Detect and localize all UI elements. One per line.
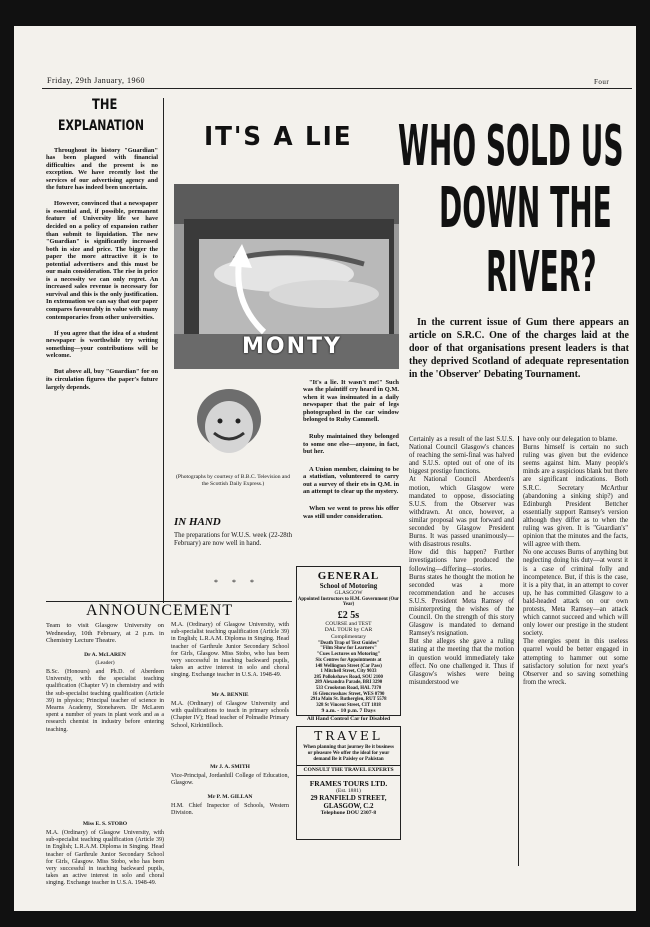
general-ad-sub3: Appointed Instructors to H.M. Government (Our Year) — [297, 596, 400, 608]
announcement-name: Dr A. McLAREN — [84, 652, 126, 658]
travel-ad-title: TRAVEL — [314, 729, 383, 743]
river-column-1: Certainly as a result of the last S.U.S. National Council Glasgow's chances of reaching the semi-final was halved and S.U.S. opted out of one of its biggest prestige functions. At National Council Aberdeen's motion, which Glasgow were mandated to oppose, dissociating S.U.S. from the Observer was withdrawn. At once, however, a similar proposal was put forward and seconded by Glasgow President Burns. It was passed unanimously—with disastrous results. How did this happen? Further investigations have produced the following—differing—stories. Burns states he thought the motion he seconded was a more recommendation and he accuses S.U.S. President Meta Ramsey of misinterpreting the wishes of the Council. On the strength of this story Glasgow is mandated to demand Ramsey's resignation. But she alleges she gave a ruling stating at the meeting that the motion in question would immediately take effect. No one challenged it. Thus if Glasgow's wishes were being misunderstood we — [409, 436, 514, 686]
announcement-bio: B.Sc. (Honours) and Ph.D. of Aberdeen University, with the specialist teaching qualification (Chapter V) in chemistry and with the sub-specialist teaching qualification (Article 39) in physics; Principal teacher of science in Mearns Academy, Stonehaven. Dr McLaren spent a number of years in plant work and as a research chemist in industry before entering teaching. — [46, 669, 164, 733]
travel-ad-body: When planning that journey Be it business or pleasure We offer the ideal for your demand Be it Paisley or Pakistan — [303, 745, 394, 762]
general-ad-course2: DAL TOUR by CAR — [324, 627, 373, 634]
general-ad-free: Complimentary — [330, 633, 367, 640]
general-ad-offices: Six Centres for Appointments at 148 Wellington Street (Car Pass) 1 Mitchell Street, City 9033 285 Pollokshaws Road, SOU 2100 289 Alexandra Parade, BRI 3290 533 Crookston Road, HAL 7370 16 Glencrosshaw Street, WES 0790 291a Main St. Rutherglen, RUT 5578 328 St Vincent Street, CIT 1818 — [310, 657, 387, 708]
column-rule — [518, 436, 519, 866]
car-photo — [174, 184, 399, 369]
explanation-para: But above all, buy "Guardian" for on its circulation figures the paper's future largely depends. — [46, 368, 158, 391]
lie-para: A Union member, claiming to be a statistian, volunteered to carry out a survey of their ets in Q.M. in an attempt to clear up the mystery. — [303, 465, 399, 496]
lie-para: "It's a lie. It wasn't me!" Such was the plaintiff cry heard in Q.M. when it was insinuated in a daily newspaper that the pair of legs photographed in the car window belonged to Ruby Cammell. — [303, 378, 399, 424]
column-rule — [163, 98, 164, 603]
newspaper-page — [14, 26, 636, 911]
explanation-para: Throughout its history "Guardian" has been plagued with financial difficulties and the present is no exception. We have recently lost the services of our advertising agency and the future has indeed been uncertain. — [46, 146, 158, 192]
explanation-title-line1: THE — [92, 97, 118, 113]
lie-headline: IT'S A LIE — [204, 122, 353, 152]
general-ad-sub2: GLASGOW — [334, 590, 363, 596]
explanation-para: If you agree that the idea of a student newspaper is worthwhile try writing something—your contributions will be welcome. — [46, 329, 158, 360]
photo-caption: (Photographs by courtesy of B.B.C. Television and the Scottish Daily Express.) — [175, 474, 290, 487]
announcement-bio: M.A. (Ordinary) of Glasgow University, with sub-specialist teaching qualification (Article 39) in English; L.R.A.M. Diploma in Singing. Head teacher of Garthrule Junior Secondary School for Girls, Glasgow. Miss Stobo, who has been very successful in teaching backward pupils, takes an active interest in solo and choral singing. Exchange teacher in U.S.A. 1948-49. — [46, 830, 164, 887]
announcement-name: Mr J. A. SMITH — [210, 764, 250, 770]
general-ad-price: £2 5s — [337, 609, 360, 621]
issue-date: Friday, 29th January, 1960 — [47, 76, 145, 85]
general-ad-title: GENERAL — [317, 570, 380, 582]
lie-para: Ruby maintained they belonged to some one else—anyone, in fact, but her. — [303, 433, 399, 456]
river-lead: In the current issue of Gum there appears an article on S.R.C. One of the charges laid at the door of that organisations present leaders is that they deprived Scotland of adequate representation in the 'Observer' Debating Tournament. — [409, 317, 629, 380]
general-ad-sub1: School of Motoring — [319, 582, 378, 590]
announcement-role: (Leader) — [95, 660, 115, 666]
inhand-title: IN HAND — [174, 516, 221, 528]
announcement-name: Mr A. BENNIE — [211, 692, 249, 698]
announcement-name: Mr P. M. GILLAN — [207, 794, 253, 800]
portrait-art — [174, 371, 274, 471]
explanation-para: However, convinced that a newspaper is essential and, if possible, permanent feature of University life we have decided on a policy of expansion rather than submit to liquidation. The new "Guardian" is significantly increased both in size and price. The bigger the paper the more attractive it is to potential advertisers and this must be our main consideration. The rise in price is a necessity we can only regret. An increased sales revenue is necessary for survival and this is the only justification. In extenuation we can say that our paper compares favourably in value with many contemporaries from other universities. — [46, 200, 158, 321]
lie-para: When we went to press his offer was still under consideration. — [303, 505, 399, 520]
general-ad-course1: COURSE and TEST — [325, 620, 372, 627]
general-ad-footer: All Hand Control Car for Disabled — [297, 715, 400, 723]
travel-ad-tel: Telephone DOU 2307-8 — [320, 810, 377, 817]
travel-ad-addr2: GLASGOW, C.2 — [323, 802, 374, 811]
announcement-bio: H.M. Chief Inspector of Schools, Western Division. — [171, 803, 289, 817]
travel-ad — [296, 726, 401, 840]
river-column-2: have only our delegation to blame. Burns himself is certain no such ruling was given but the evidence seems against him. Many people's minds are a suspicious blank but there are significant indications. Both S.R.C. Secretary McArthur (abandoning a sinking ship?) and Edinburgh President Bettcher essentially support Ramsey's version although they differ as to when the ruling was given. It is "Guardian's" opinion that the minutes and the facts, will agree with them. No one accuses Burns of anything but neglecting doing his duty—at worst it is a case of criminal folly and incompetence. But, if this is the case, it is a pity that, in an attempt to cover up, he has committed Glasgow to a bald-headed attack on our own protests, Meta Ramsey—an attack which cannot succeed and which will only lower our prestige in the student society. The energies spent in this useless quarrel would be better engaged in attempting to hammer out some satisfactory solution for next year's Observer and so saving something from the wreck. — [523, 436, 628, 686]
travel-ad-est: (Est. 1881) — [336, 787, 361, 794]
river-headline-line3: RIVER? — [486, 240, 597, 305]
announcement-intro: Team to visit Glasgow University on Wednesday, 10th February, at 2 p.m. in Chemistry Lecture Theatre. — [46, 622, 164, 645]
announcement-bio: Vice-Principal, Jordanhill College of Education, Glasgow. — [171, 773, 289, 787]
travel-ad-consult: CONSULT THE TRAVEL EXPERTS — [297, 765, 400, 776]
explanation-body — [46, 139, 158, 604]
announcement-bio-cont: M.A. (Ordinary) of Glasgow University, with sub-specialist teaching qualification (Article 39) in English; L.R.A.M. Diploma in Singing. Head teacher of Garthrule Junior Secondary School for Girls, Glasgow. Miss Stobo, who has been very successful in teaching backward pupils, takes an active interest in solo and choral singing. Exchange teacher in U.S.A. 1948-49. — [171, 622, 289, 679]
announcement-bio: M.A. (Ordinary) of Glasgow University and with qualifications to teach in primary schools (Chapter IV); Head teacher of Polmadie Primary School, Kirkintilloch. — [171, 701, 289, 729]
announcement-name: Miss E. S. STOBO — [82, 821, 128, 827]
portrait-photo — [174, 371, 274, 471]
travel-ad-firm: FRAMES TOURS LTD. — [309, 778, 388, 788]
general-ad-hours: 9 a.m. - 10 p.m. 7 Days — [321, 708, 376, 715]
river-headline-line2: DOWN THE — [439, 176, 612, 241]
general-ad — [296, 566, 401, 722]
explanation-title-line2: EXPLANATION — [58, 118, 144, 134]
page-folio: Four — [594, 78, 610, 86]
announcement-title: ANNOUNCEMENT — [86, 602, 234, 619]
arrow-graphic — [214, 244, 274, 334]
lie-body — [303, 371, 399, 556]
general-ad-films: "Death Trap of Text Guides" "Film Show for Learners" "Cues Lectures on Motoring" — [316, 640, 381, 658]
river-headline-line1: WHO SOLD US — [398, 114, 624, 179]
travel-ad-addr1: 29 RANFIELD STREET, — [310, 794, 387, 803]
header-rule — [42, 88, 632, 89]
inhand-stars: * * * — [214, 578, 260, 587]
photo-label: MONTY — [242, 334, 342, 359]
inhand-body: The preparations for W.U.S. week (22-28th February) are now well in hand. — [174, 532, 292, 548]
